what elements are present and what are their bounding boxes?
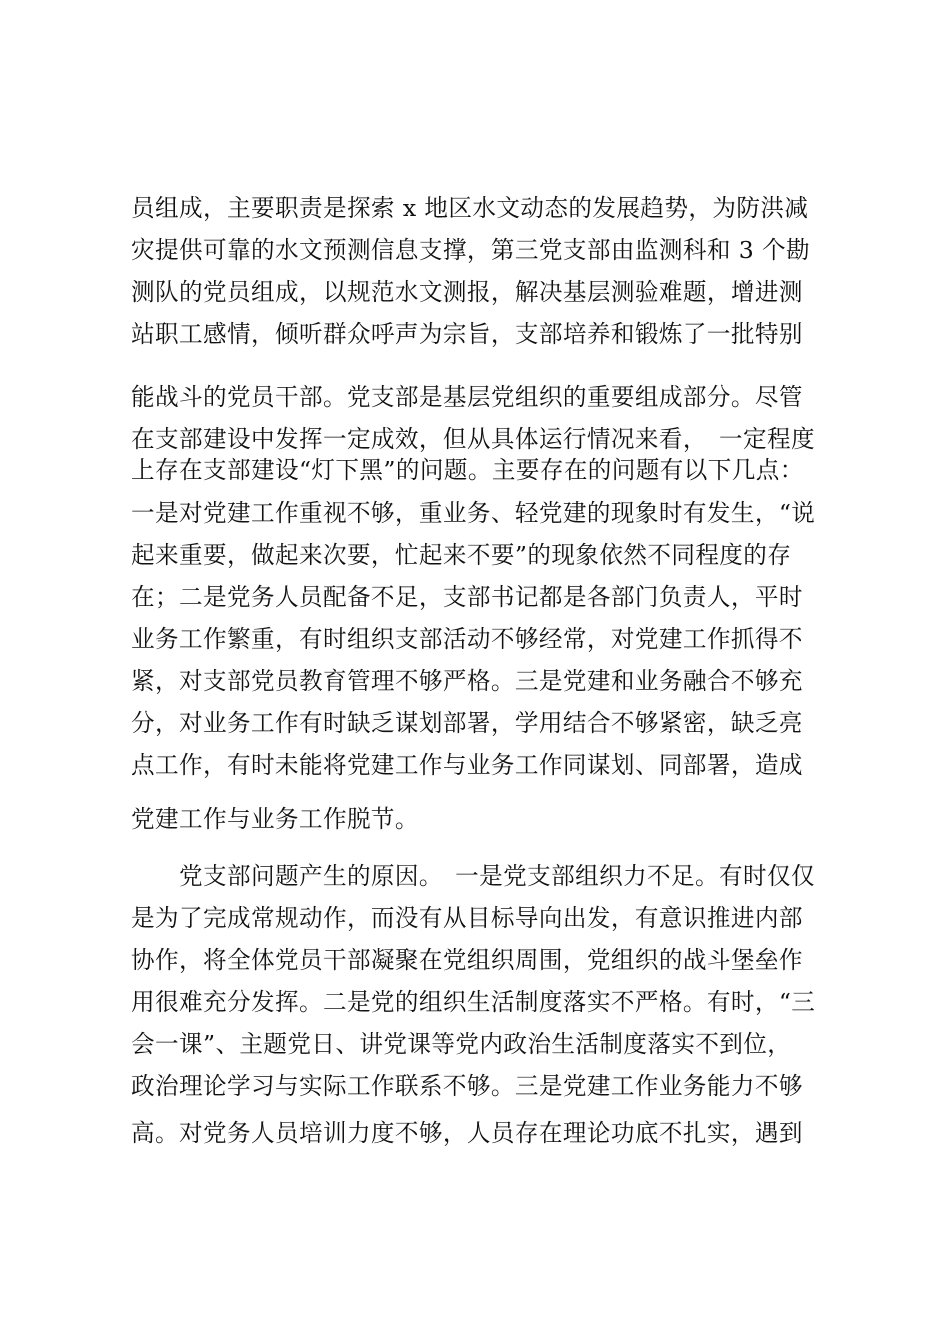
text-line: 业务工作繁重，有时组织支部活动不够经常，对党建工作抓得不 — [131, 625, 803, 653]
text-line: 能战斗的党员干部。党支部是基层党组织的重要组成部分。尽管 — [131, 383, 803, 411]
text-line: 党支部问题产生的原因。 一是党支部组织力不足。有时仅仅 — [131, 862, 816, 890]
text-line: 在；二是党务人员配备不足，支部书记都是各部门负责人，平时 — [131, 583, 803, 611]
text-line: 测队的党员组成，以规范水文测报，解决基层测验难题，增进测 — [131, 278, 803, 306]
text-line: 高。对党务人员培训力度不够，人员存在理论功底不扎实，遇到 — [131, 1119, 803, 1147]
text-line: 紧，对支部党员教育管理不够严格。三是党建和业务融合不够充 — [131, 667, 803, 695]
text-line: 灾提供可靠的水文预测信息支撑，第三党支部由监测科和 3 个勘 — [131, 236, 811, 264]
text-line: 是为了完成常规动作，而没有从目标导向出发，有意识推进内部 — [131, 904, 803, 932]
text-line: 在支部建设中发挥一定成效，但从具体运行情况来看， 一定程度 — [131, 425, 816, 453]
text-line: 上存在支部建设“灯下黑”的问题。主要存在的问题有以下几点： — [131, 456, 804, 484]
text-line: 政治理论学习与实际工作联系不够。三是党建工作业务能力不够 — [131, 1072, 803, 1100]
text-line: 用很难充分发挥。二是党的组织生活制度落实不严格。有时，“三 — [131, 988, 816, 1016]
text-line: 员组成，主要职责是探索 x 地区水文动态的发展趋势，为防洪减 — [131, 194, 809, 222]
text-line: 分，对业务工作有时缺乏谋划部署，学用结合不够紧密，缺乏亮 — [131, 709, 803, 737]
text-line: 协作，将全体党员干部凝聚在党组织周围，党组织的战斗堡垒作 — [131, 946, 803, 974]
text-line: 点工作，有时未能将党建工作与业务工作同谋划、同部署，造成 — [131, 751, 803, 779]
text-line: 一是对党建工作重视不够，重业务、轻党建的现象时有发生，“说 — [131, 499, 816, 527]
text-line: 起来重要，做起来次要，忙起来不要”的现象依然不同程度的存 — [131, 541, 792, 569]
text-line: 党建工作与业务工作脱节。 — [131, 805, 419, 833]
text-line: 站职工感情，倾听群众呼声为宗旨，支部培养和锻炼了一批特别 — [131, 320, 803, 348]
text-line: 会一课”、主题党日、讲党课等党内政治生活制度落实不到位， — [131, 1030, 792, 1058]
